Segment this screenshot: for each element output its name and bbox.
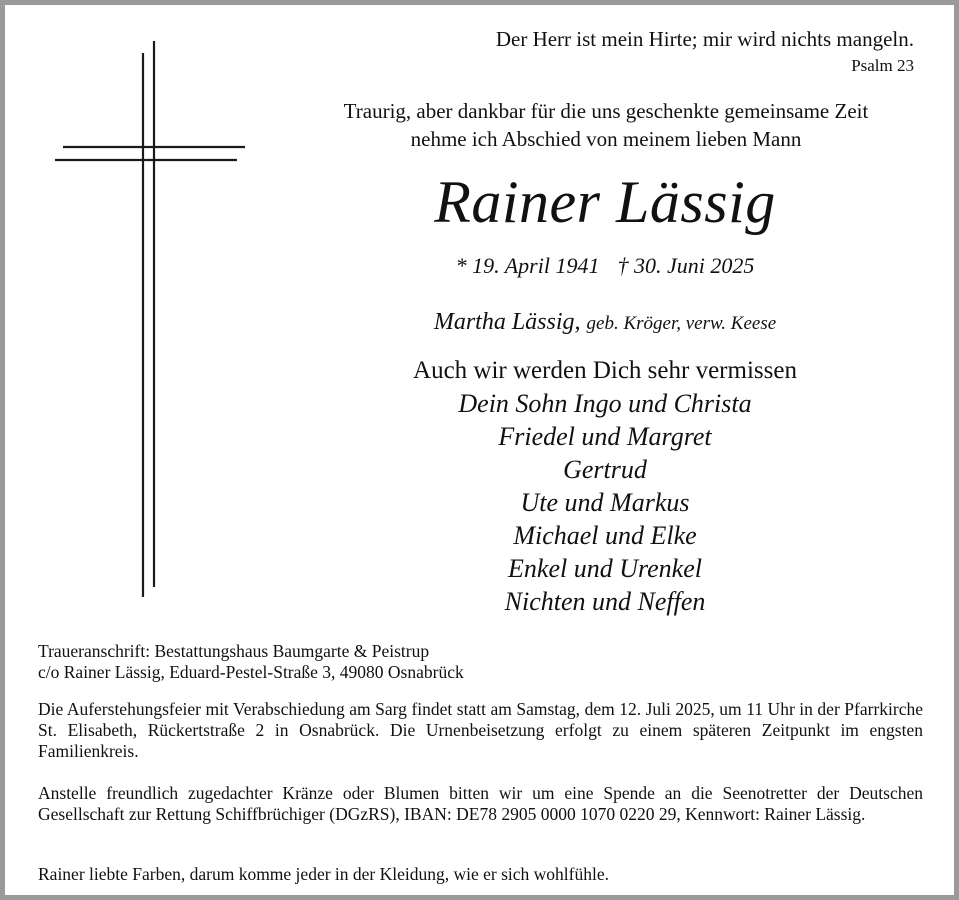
widow xyxy=(225,309,959,336)
donation-paragraph: Anstelle freundlich zugedachter Kränze oder Blumen bitten wir um eine Spende an die Seenotretter der Deutschen Gesellschaft zur Rettung Schiffbrüchiger (DGzRS), IBAN: DE78 2905 0000 1070 0220 29, Kennwort: Rainer Lässig. xyxy=(38,783,923,824)
mourner-name: Enkel und Urenkel xyxy=(508,554,702,583)
intro-line-2: nehme ich Abschied von meinem lieben Mann xyxy=(410,127,802,151)
dress-code-paragraph: Rainer liebte Farben, darum komme jeder in der Kleidung, wie er sich wohlfühle. xyxy=(38,864,610,884)
death-date: † 30. Juni 2025 xyxy=(617,253,755,278)
mourner-name: Ute und Markus xyxy=(520,488,690,517)
widow-maiden-name: geb. Kröger, verw. Keese xyxy=(586,313,777,334)
life-dates xyxy=(225,253,959,279)
mourner-name: Dein Sohn Ingo und Christa xyxy=(458,389,752,418)
psalm-quote: Der Herr ist mein Hirte; mir wird nichts mangeln. xyxy=(495,27,914,51)
mourner-name: Michael und Elke xyxy=(513,521,697,550)
address-line-1: Traueranschrift: Bestattungshaus Baumgarte & Peistrup xyxy=(38,641,430,661)
mourner-name: Friedel und Margret xyxy=(498,422,712,451)
mourner-name: Gertrud xyxy=(563,455,647,484)
deceased-name: Rainer Lässig xyxy=(434,169,776,235)
ceremony-paragraph: Die Auferstehungsfeier mit Verabschiedung am Sarg findet statt am Samstag, dem 12. Juli 2025, um 11 Uhr in der Pfarrkirche St. Elisabeth, Rückertstraße 2 in Osnabrück. Die Urnenbeisetzung erfolgt zu einem späteren Zeitpunkt im engsten Familienkreis. xyxy=(38,699,923,761)
psalm-reference: Psalm 23 xyxy=(851,56,914,75)
mourner-name: Nichten und Neffen xyxy=(504,587,706,616)
birth-date: * 19. April 1941 xyxy=(455,253,600,278)
intro-line-1: Traurig, aber dankbar für die uns geschenkte gemeinsame Zeit xyxy=(343,99,869,123)
widow-name: Martha Lässig, xyxy=(433,309,581,335)
mourners-motto: Auch wir werden Dich sehr vermissen xyxy=(413,357,797,384)
address-line-2: c/o Rainer Lässig, Eduard-Pestel-Straße 3, 49080 Osnabrück xyxy=(38,662,464,682)
funeral-address xyxy=(38,641,923,683)
